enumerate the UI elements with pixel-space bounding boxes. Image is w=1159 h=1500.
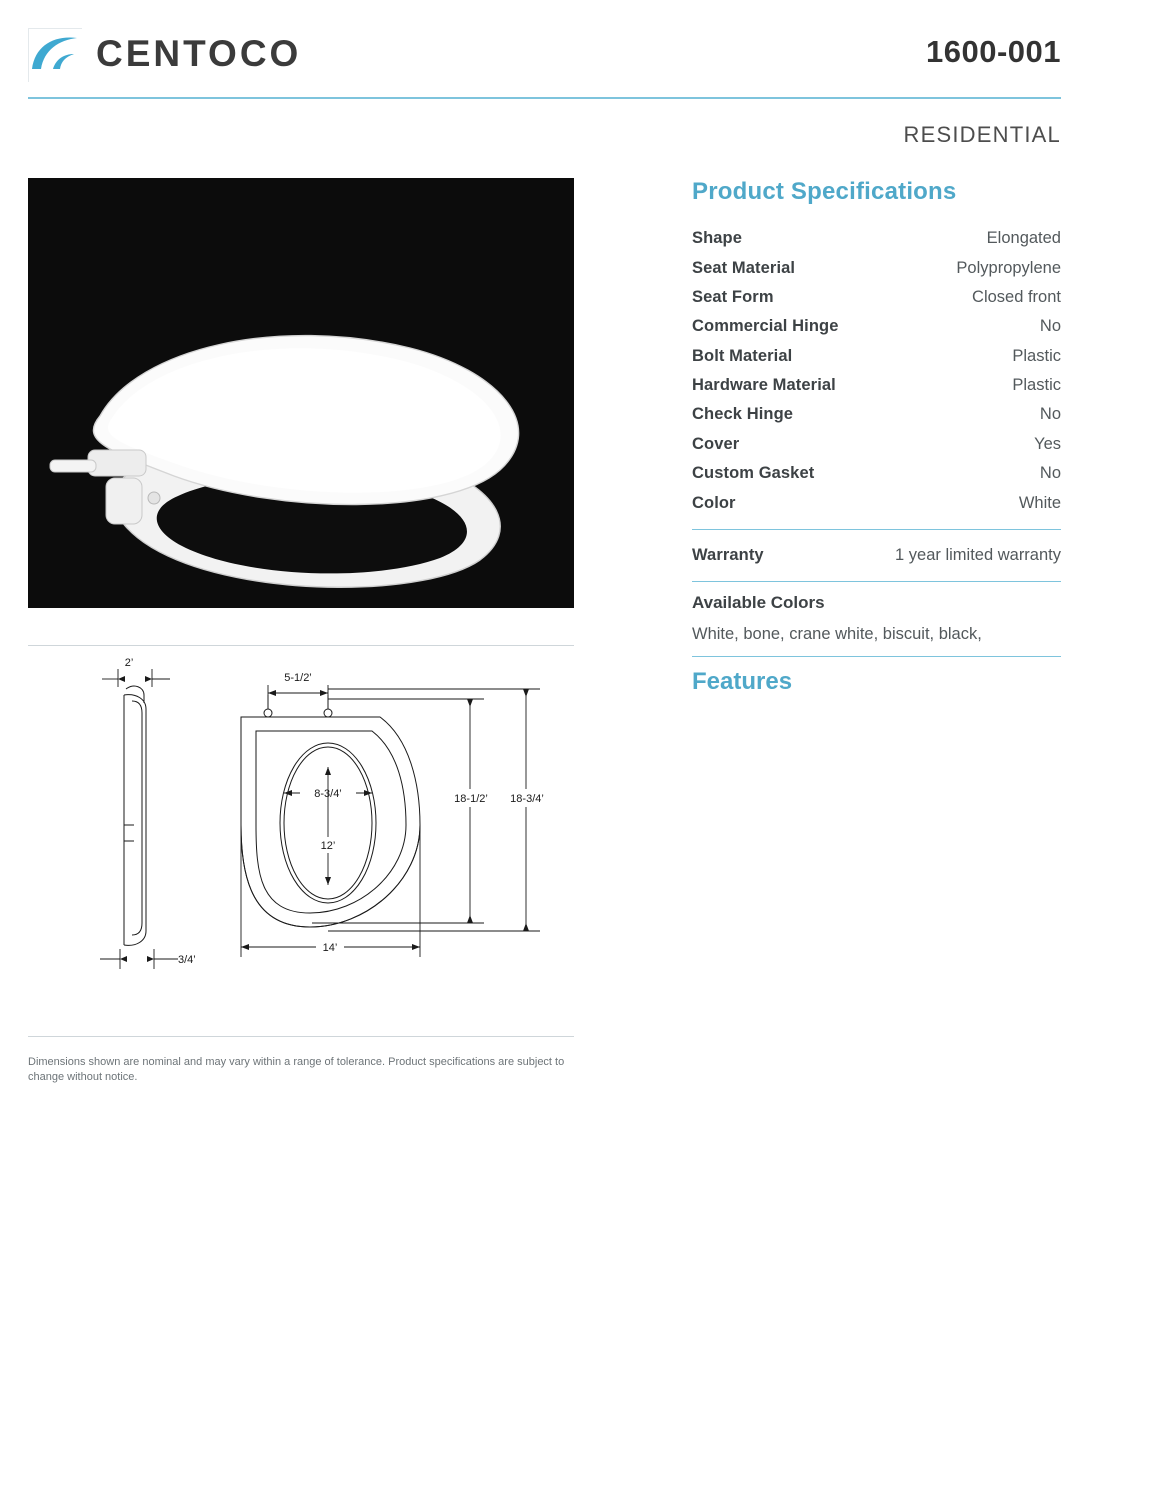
warranty-row: [692, 541, 1061, 570]
spec-value: White: [1018, 493, 1061, 512]
spec-value: Elongated: [986, 229, 1061, 248]
spec-label: Seat Material: [692, 258, 796, 277]
brand: [28, 28, 301, 82]
page-title: Product Specifications: [692, 178, 957, 205]
dim-seat-length: 18-1/2’: [454, 793, 488, 805]
warranty-value: 1 year limited warranty: [895, 545, 1061, 564]
spec-value: No: [1039, 464, 1061, 483]
available-colors-value: White, bone, crane white, biscuit, black,: [692, 625, 982, 644]
features-title: Features: [692, 668, 793, 696]
specifications-panel: [692, 178, 1061, 706]
dim-seat-width: 14’: [322, 942, 338, 954]
spec-table: [692, 224, 1061, 518]
spec-value: Yes: [1034, 434, 1061, 453]
spec-label: Bolt Material: [692, 346, 793, 365]
spec-divider-1: [692, 529, 1061, 530]
market-segment-label: RESIDENTIAL: [903, 122, 1061, 147]
table-row: [692, 312, 1061, 341]
table-row: [692, 400, 1061, 429]
spec-divider-3: [692, 656, 1061, 657]
dim-thickness: 3/4’: [178, 954, 196, 966]
spec-label: Check Hinge: [692, 405, 794, 424]
technical-drawing: [28, 655, 574, 1015]
spec-value: No: [1039, 317, 1061, 336]
table-row: [692, 224, 1061, 253]
table-row: [692, 342, 1061, 371]
available-colors-label: Available Colors: [692, 593, 825, 613]
spec-label: Commercial Hinge: [692, 317, 839, 336]
table-row: [692, 488, 1061, 517]
dim-overall-length: 18-3/4’: [510, 793, 544, 805]
spec-label: Color: [692, 493, 736, 512]
spec-value: Plastic: [1012, 376, 1061, 395]
table-row: [692, 459, 1061, 488]
header-divider: [28, 97, 1061, 99]
available-colors-block: [692, 593, 1061, 645]
dim-hinge-width: 5-1/2’: [284, 672, 312, 684]
spec-label: Cover: [692, 434, 740, 453]
spec-divider-2: [692, 581, 1061, 582]
table-row: [692, 283, 1061, 312]
spec-label: Hardware Material: [692, 376, 836, 395]
disclaimer-text: Dimensions shown are nominal and may vary within a range of tolerance. Product specifications are subject to change without notice.: [28, 1056, 565, 1083]
page-header: [28, 28, 1061, 96]
model-number: 1600-001: [925, 34, 1061, 69]
left-divider-bottom: [28, 1036, 574, 1037]
spec-label: Seat Form: [692, 287, 774, 306]
dim-depth-side: 2’: [124, 657, 134, 669]
left-divider-top: [28, 645, 574, 646]
spec-value: Polypropylene: [956, 258, 1061, 277]
spec-value: Plastic: [1012, 346, 1061, 365]
product-photo: [28, 178, 574, 608]
brand-name: CENTOCO: [96, 32, 302, 74]
spec-value: No: [1039, 405, 1061, 424]
spec-label: Shape: [692, 229, 743, 248]
wave-logo-icon: [28, 28, 82, 82]
table-row: [692, 430, 1061, 459]
dim-opening-width: 8-3/4’: [314, 788, 342, 800]
spec-label: Custom Gasket: [692, 464, 815, 483]
table-row: [692, 253, 1061, 282]
spec-value: Closed front: [972, 287, 1061, 306]
dim-opening-length: 12’: [320, 840, 336, 852]
table-row: [692, 371, 1061, 400]
warranty-label: Warranty: [692, 545, 764, 564]
